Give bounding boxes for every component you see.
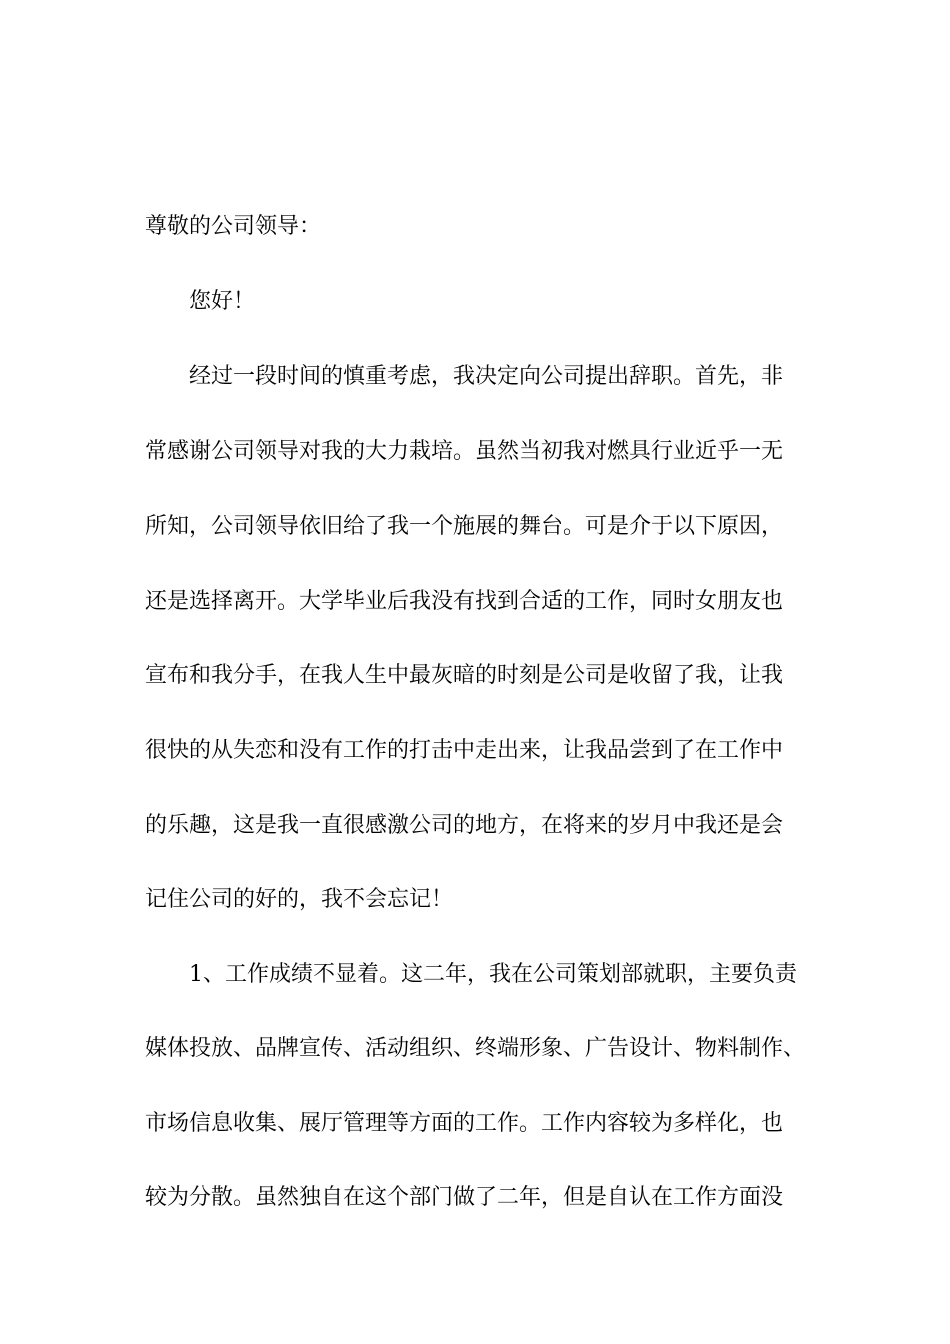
salutation: 尊敬的公司领导： (145, 214, 322, 239)
paragraph-line: 常感谢公司领导对我的大力栽培。虽然当初我对燃具行业近乎一无 (145, 439, 784, 464)
paragraph-line: 宣布和我分手，在我人生中最灰暗的时刻是公司是收留了我，让我 (145, 663, 784, 688)
paragraph-line: 所知，公司领导依旧给了我一个施展的舞台。可是介于以下原因， (145, 514, 784, 539)
paragraph-line: 媒体投放、品牌宣传、活动组织、终端形象、广告设计、物料制作、 (145, 1036, 806, 1061)
paragraph-line: 较为分散。虽然独自在这个部门做了二年，但是自认在工作方面没 (145, 1185, 784, 1210)
paragraph-line: 1、工作成绩不显着。这二年，我在公司策划部就职，主要负责 (189, 962, 797, 987)
paragraph-line: 很快的从失恋和没有工作的打击中走出来，让我品尝到了在工作中 (145, 738, 784, 763)
paragraph-line: 还是选择离开。大学毕业后我没有找到合适的工作，同时女朋友也 (145, 589, 784, 614)
paragraph-line: 市场信息收集、展厅管理等方面的工作。工作内容较为多样化，也 (145, 1111, 784, 1136)
paragraph-line: 记住公司的好的，我不会忘记！ (145, 887, 454, 912)
paragraph-line: 的乐趣，这是我一直很感激公司的地方，在将来的岁月中我还是会 (145, 813, 784, 838)
paragraph-line: 经过一段时间的慎重考虑，我决定向公司提出辞职。首先，非 (189, 364, 784, 389)
greeting: 您好！ (189, 289, 256, 314)
